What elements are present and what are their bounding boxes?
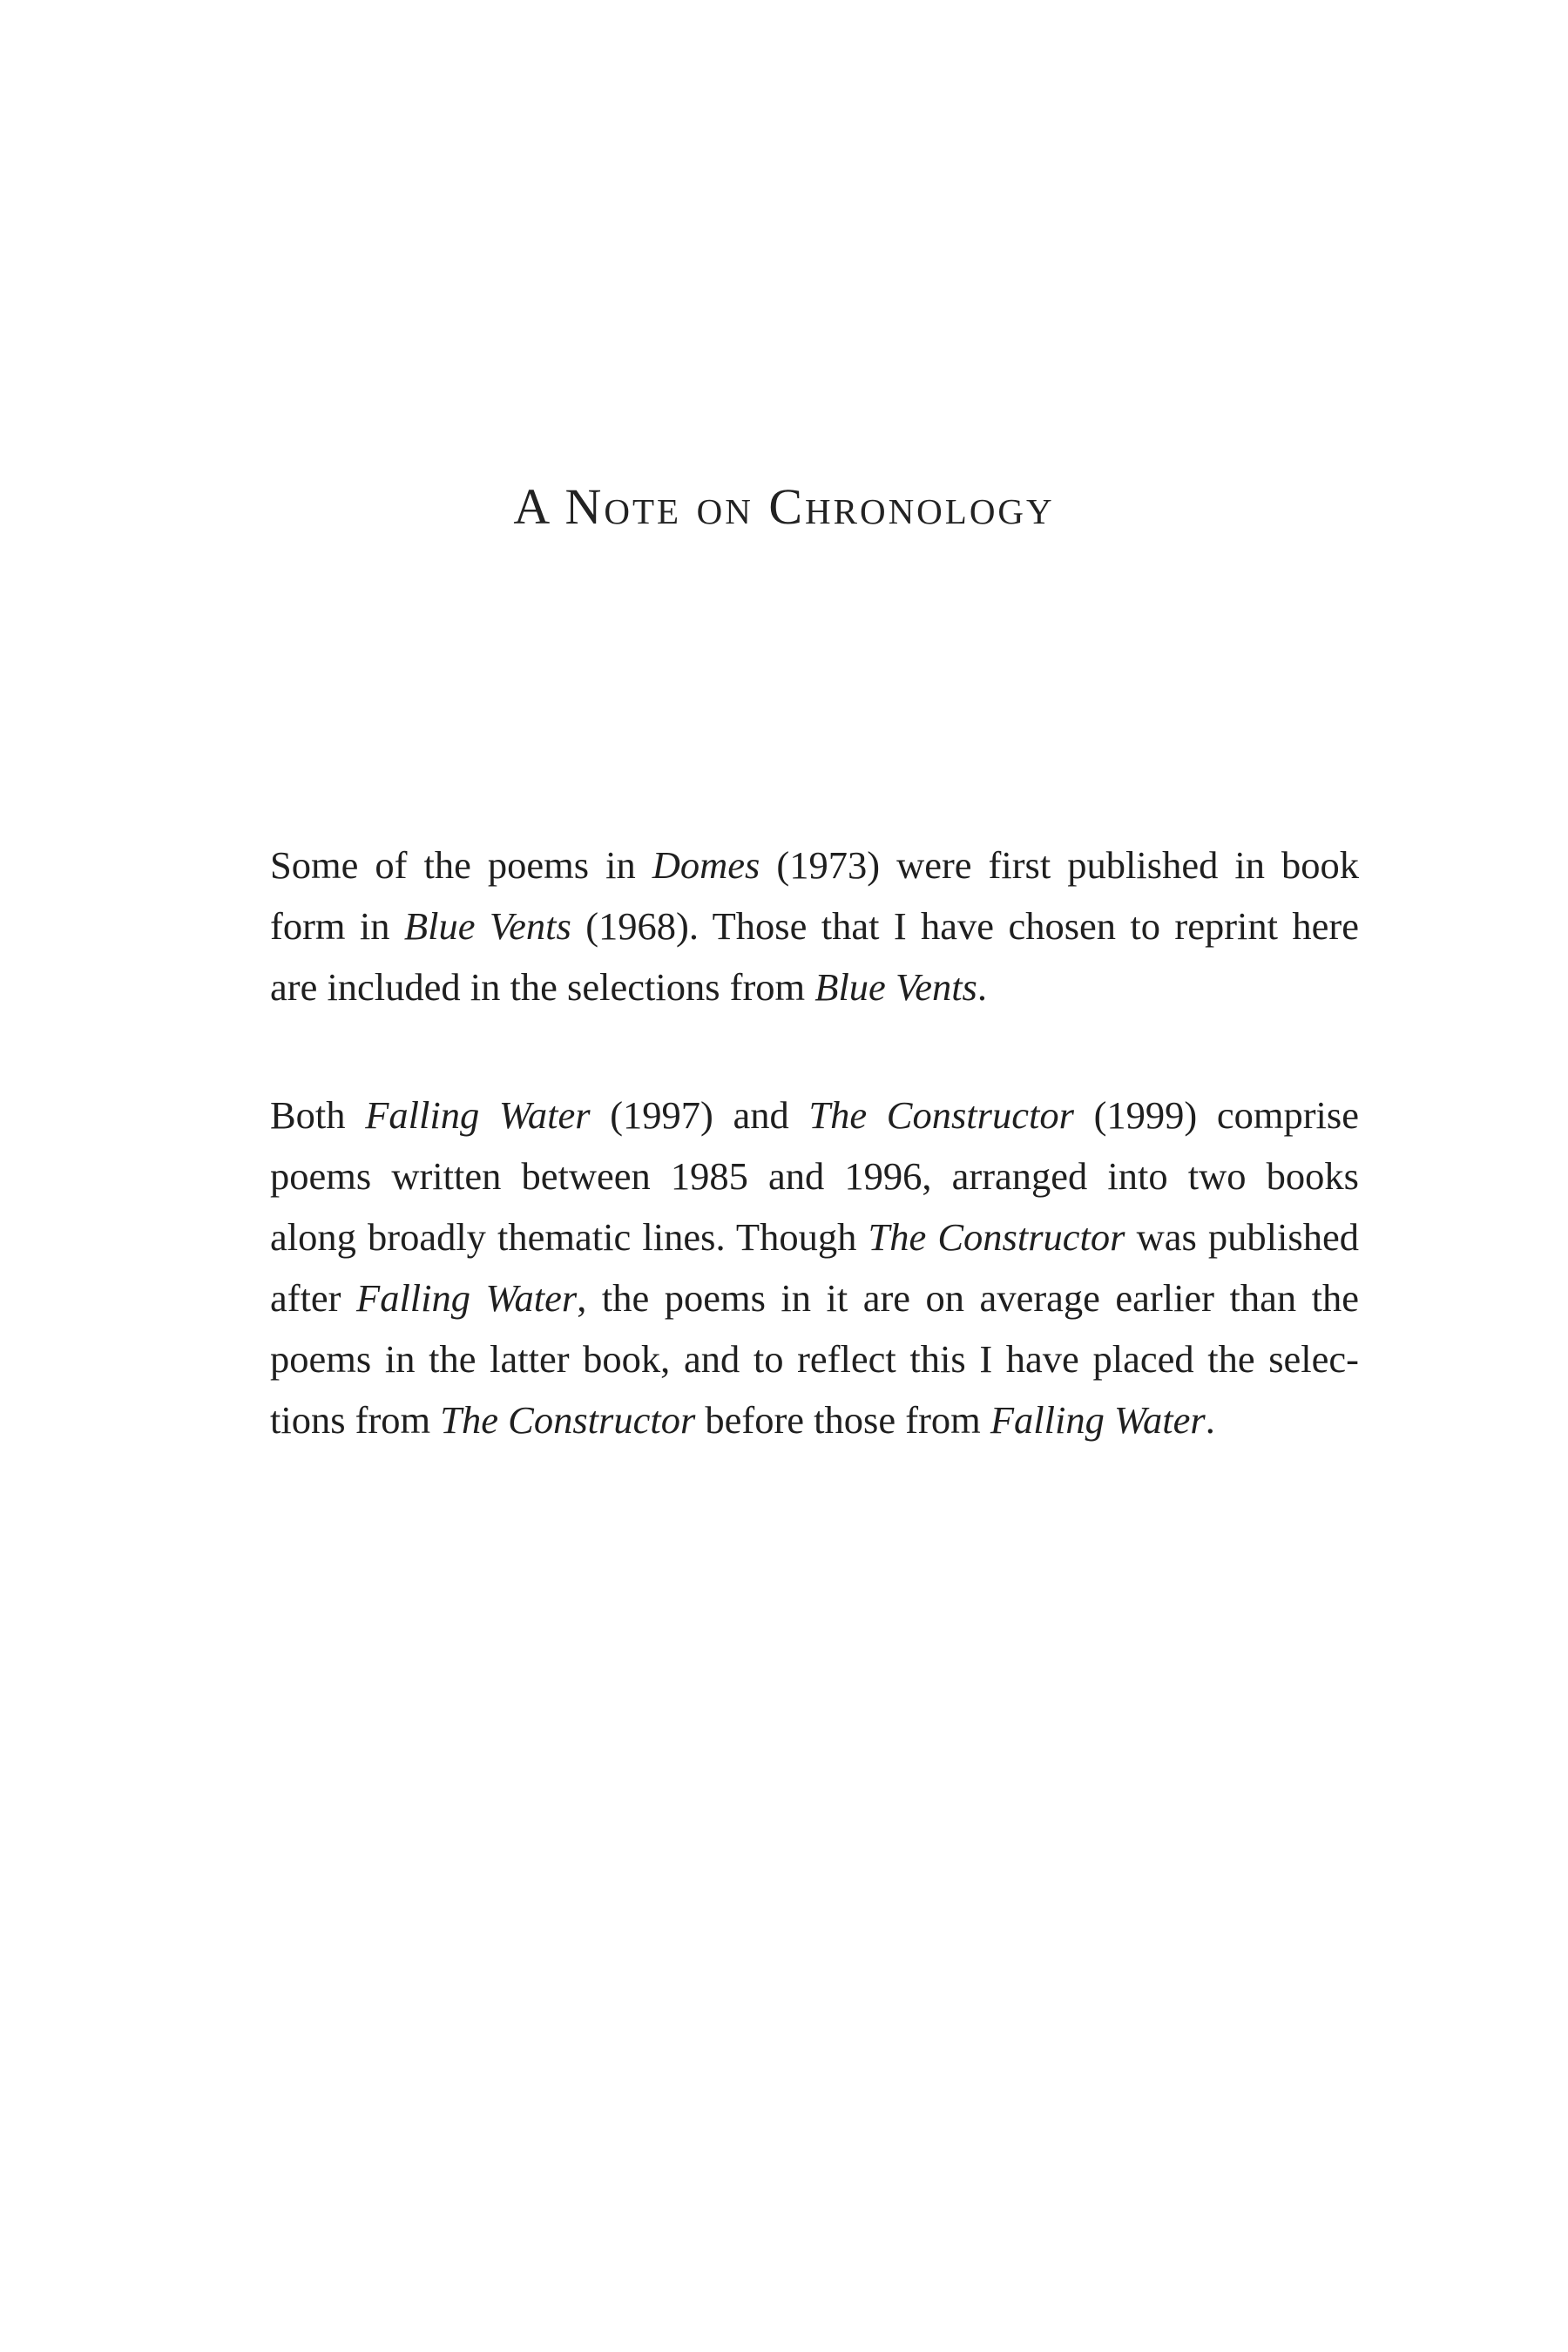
text-run: .: [1205, 1398, 1215, 1442]
book-title-falling-water: Falling Water: [365, 1093, 591, 1137]
text-run: was published: [1125, 1215, 1359, 1259]
paragraph-2-line-1: [270, 1085, 1359, 1146]
paragraph-2-line-2: [270, 1146, 1359, 1206]
text-run: Some of the poems in: [270, 843, 652, 887]
text-run: .: [977, 965, 987, 1009]
book-title-blue-vents: Blue Vents: [403, 904, 571, 948]
text-run: (1999) comprise: [1073, 1093, 1359, 1137]
book-title-the-constructor: The Constructor: [868, 1215, 1125, 1259]
text-run: (1968). Those that I have chosen to reprint here: [571, 904, 1360, 948]
paragraph-2: [270, 1085, 1359, 1450]
paragraph-1-line-1: [270, 835, 1359, 896]
text-run: , the poems in it are on average earlier than the: [577, 1276, 1359, 1320]
paragraph-2-line-5: [270, 1328, 1359, 1389]
paragraph-2-line-6: [270, 1389, 1359, 1450]
book-title-falling-water: Falling Water: [356, 1276, 578, 1320]
text-run: after: [270, 1276, 357, 1320]
book-title-domes: Domes: [652, 843, 760, 887]
book-title-the-constructor: The Constructor: [440, 1398, 696, 1442]
text-run: (1973) were first published in book: [760, 843, 1360, 887]
text-run: (1997) and: [590, 1093, 809, 1137]
book-title-blue-vents: Blue Vents: [814, 965, 977, 1009]
text-run: poems written between 1985 and 1996, arranged into two books: [270, 1154, 1359, 1198]
paragraph-2-line-4: [270, 1267, 1359, 1328]
page-title: A Note on Chronology: [513, 478, 1055, 535]
book-title-the-constructor: The Constructor: [808, 1093, 1074, 1137]
paragraph-1: [270, 835, 1359, 1017]
book-title-falling-water: Falling Water: [990, 1398, 1206, 1442]
text-run: tions from: [270, 1398, 441, 1442]
text-run: are included in the selections from: [270, 965, 815, 1009]
paragraph-2-line-3: [270, 1206, 1359, 1267]
text-run: along broadly thematic lines. Though: [270, 1215, 868, 1259]
text-run: poems in the latter book, and to reflect this I have placed the selec-: [270, 1337, 1359, 1381]
paragraph-1-line-3: [270, 956, 1359, 1017]
paragraph-1-line-2: [270, 896, 1359, 956]
text-run: Both: [270, 1093, 366, 1137]
text-run: form in: [270, 904, 404, 948]
text-run: before those from: [695, 1398, 990, 1442]
